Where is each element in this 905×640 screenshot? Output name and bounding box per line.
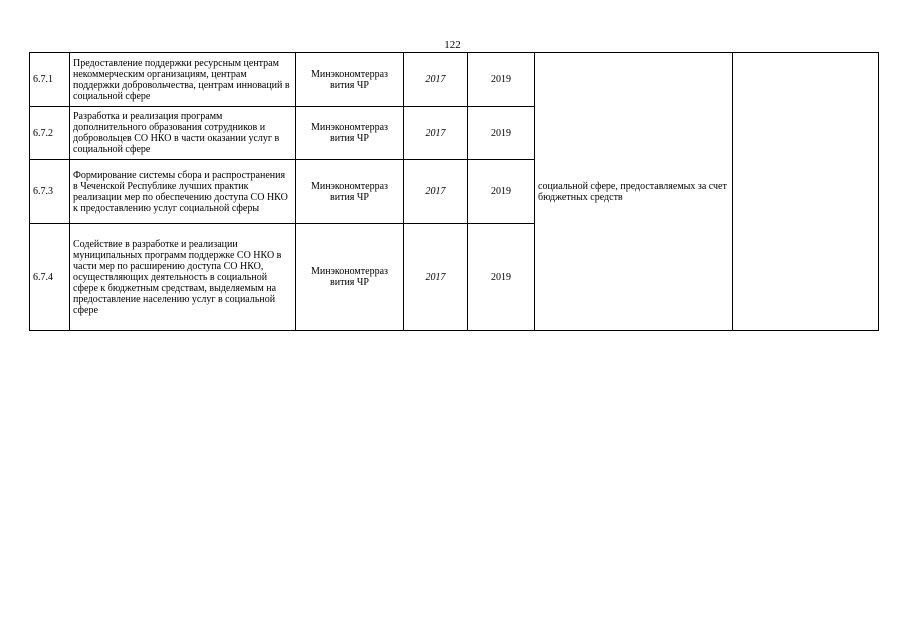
measure-executor: Минэкономтерраз вития ЧР	[296, 224, 404, 331]
measures-table	[29, 52, 879, 331]
measure-start-year: 2017	[404, 224, 468, 331]
measure-start-year: 2017	[404, 160, 468, 224]
measure-code: 6.7.3	[30, 160, 70, 224]
measure-end-year: 2019	[468, 160, 535, 224]
expected-result: социальной сфере, предоставляемых за счет бюджетных средств	[535, 53, 733, 331]
table-row	[30, 53, 879, 107]
measure-description: Разработка и реализация программ дополнительного образования сотрудников и добровольцев СО НКО в части оказании услуг в социальной сфере	[70, 107, 296, 160]
measure-end-year: 2019	[468, 53, 535, 107]
measure-description: Формирование системы сбора и распространения в Чеченской Республике лучших практик реализации мер по обеспечению доступа СО НКО к предоставлению услуг социальной сферы	[70, 160, 296, 224]
indicator-cell	[733, 53, 879, 331]
measure-end-year: 2019	[468, 107, 535, 160]
measure-executor: Минэкономтерраз вития ЧР	[296, 160, 404, 224]
measure-code: 6.7.2	[30, 107, 70, 160]
measure-code: 6.7.1	[30, 53, 70, 107]
measure-executor: Минэкономтерраз вития ЧР	[296, 107, 404, 160]
measure-start-year: 2017	[404, 53, 468, 107]
measure-executor: Минэкономтерраз вития ЧР	[296, 53, 404, 107]
measure-description: Предоставление поддержки ресурсным центрам некоммерческим организациям, центрам поддержки добровольчества, центрам инноваций в социальной сфере	[70, 53, 296, 107]
page-number: 122	[444, 39, 461, 51]
measure-start-year: 2017	[404, 107, 468, 160]
measure-end-year: 2019	[468, 224, 535, 331]
measure-code: 6.7.4	[30, 224, 70, 331]
measure-description: Содействие в разработке и реализации муниципальных программ поддержке СО НКО в части мер по расширению доступа СО НКО, осуществляющих деятельность в социальной сфере к бюджетным средствам, выделяемым на предоставление населению услуг в социальной сфере	[70, 224, 296, 331]
